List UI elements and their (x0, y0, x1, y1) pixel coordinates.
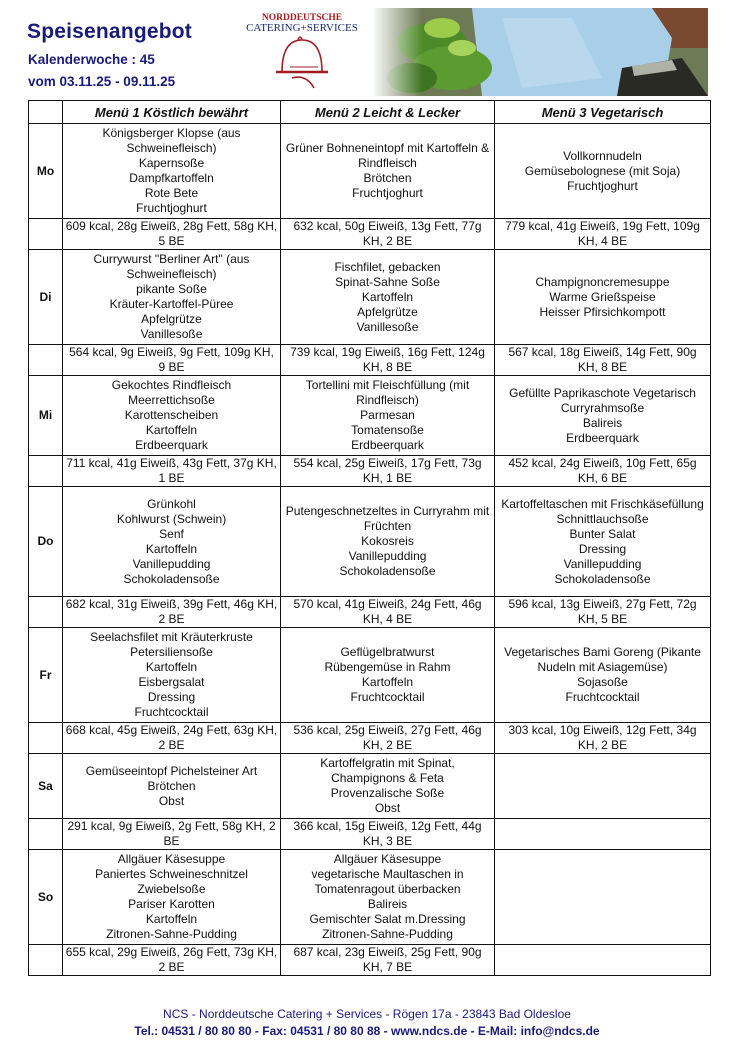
empty-cell (29, 819, 63, 850)
dish-item: Kartoffeln (145, 912, 198, 926)
dish-item: Fruchtjoghurt (352, 186, 423, 200)
menu-row-so (29, 850, 711, 945)
day-label: Di (29, 250, 63, 345)
dish-item: Kartoffelgratin mit Spinat, Champignons & Feta (320, 756, 455, 785)
dish-item: Brötchen (363, 171, 412, 185)
dish-item: Tomatensoße (351, 423, 424, 437)
menu-3-dishes (495, 124, 711, 219)
dish-item: Schokoladensoße (123, 571, 220, 586)
dish-item: Pariser Karotten (128, 897, 215, 911)
dish-item: Eisbergsalat (138, 675, 205, 689)
menu-2-nutrition: 554 kcal, 25g Eiweiß, 17g Fett, 73g KH, 1 BE (281, 456, 495, 487)
logo-text-bottom: CATERING+SERVICES (246, 22, 358, 34)
header-photo-herbs-knife (372, 8, 708, 96)
dish-item: Karottenscheiben (124, 408, 219, 422)
dish-item: Erdbeerquark (351, 438, 424, 452)
empty-cell (29, 456, 63, 487)
menu-row-fr (29, 628, 711, 723)
nutrition-row-mo (29, 219, 711, 250)
menu-1-nutrition: 564 kcal, 9g Eiweiß, 9g Fett, 109g KH, 9 BE (63, 345, 281, 376)
dish-item: Gemüsebolognese (mit Soja) (524, 163, 681, 178)
menu-3-dishes (495, 376, 711, 456)
menu-2-nutrition: 632 kcal, 50g Eiweiß, 13g Fett, 77g KH, 2 BE (281, 219, 495, 250)
dish-item: Tortellini mit Fleischfüllung (mit Rindfleisch) (305, 378, 470, 407)
dish-item: Königsberger Klopse (aus Schweinefleisch) (102, 126, 241, 155)
date-range: vom 03.11.25 - 09.11.25 (28, 74, 176, 89)
dish-item: Obst (374, 801, 401, 815)
dish-item: Kartoffeltaschen mit Frischkäsefüllung (501, 496, 704, 511)
dish-item: Warme Grießspeise (549, 289, 656, 304)
menu-1-dishes (63, 376, 281, 456)
empty-cell (29, 945, 63, 976)
dish-item: Petersiliensoße (130, 645, 213, 659)
menu-2-dishes (281, 628, 495, 723)
menu-2-nutrition: 687 kcal, 23g Eiweiß, 25g Fett, 90g KH, 7 BE (281, 945, 495, 976)
dish-item: Champignoncremesuppe (535, 274, 670, 289)
menu-1-dishes (63, 487, 281, 597)
dish-item: Vanillesoße (356, 319, 419, 334)
empty-cell (29, 723, 63, 754)
day-label: Do (29, 487, 63, 597)
dish-item: Vanillepudding (348, 549, 427, 563)
nutrition-row-di (29, 345, 711, 376)
dish-item: Vanillepudding (132, 556, 211, 571)
nutrition-row-do (29, 597, 711, 628)
dish-item: Allgäuer Käsesuppe (117, 852, 226, 866)
menu-2-nutrition: 366 kcal, 15g Eiweiß, 12g Fett, 44g KH, 3 BE (281, 819, 495, 850)
dish-item: Gefüllte Paprikaschote Vegetarisch (509, 385, 696, 400)
dish-item: Zitronen-Sahne-Pudding (106, 927, 237, 941)
menu-1-nutrition: 682 kcal, 31g Eiweiß, 39g Fett, 46g KH, 2 BE (63, 597, 281, 628)
menu-row-di (29, 250, 711, 345)
menu-3-nutrition: 596 kcal, 13g Eiweiß, 27g Fett, 72g KH, 5 BE (495, 597, 711, 628)
menu-2-nutrition: 570 kcal, 41g Eiweiß, 24g Fett, 46g KH, 4 BE (281, 597, 495, 628)
menu-row-mi (29, 376, 711, 456)
menu-3-dishes (495, 754, 711, 819)
logo-text-top: NORDDEUTSCHE (261, 13, 343, 23)
header-menu-3: Menü 3 Vegetarisch (495, 101, 711, 124)
dish-item: Zitronen-Sahne-Pudding (322, 927, 453, 941)
table-header-row (29, 101, 711, 124)
dish-item: Kartoffeln (361, 675, 414, 689)
dish-item: Kräuter-Kartoffel-Püree (109, 297, 234, 311)
menu-2-dishes (281, 124, 495, 219)
dish-item: vegetarische Maultaschen in Tomatenragout überbacken (311, 867, 464, 896)
dish-item: Vollkornnudeln (563, 148, 642, 163)
menu-2-dishes (281, 754, 495, 819)
menu-row-do (29, 487, 711, 597)
menu-1-dishes (63, 124, 281, 219)
dish-item: Geflügelbratwurst (340, 645, 435, 659)
menu-2-dishes (281, 250, 495, 345)
menu-3-dishes (495, 487, 711, 597)
dish-item: Currywurst "Berliner Art" (aus Schweinefleisch) (93, 252, 250, 281)
menu-1-dishes (63, 628, 281, 723)
dish-item: Kartoffeln (361, 289, 414, 304)
company-logo (232, 8, 372, 92)
dish-item: Parmesan (360, 408, 415, 422)
footer-contact: Tel.: 04531 / 80 80 80 - Fax: 04531 / 80 80 88 - www.ndcs.de - E-Mail: info@ndcs.de (134, 1024, 600, 1038)
dish-item: Dressing (147, 690, 196, 704)
menu-3-nutrition: 567 kcal, 18g Eiweiß, 14g Fett, 90g KH, 8 BE (495, 345, 711, 376)
dish-item: Rübengemüse in Rahm (324, 660, 451, 674)
dish-item: Kartoffeln (145, 660, 198, 674)
menu-3-dishes (495, 628, 711, 723)
dish-item: Apfelgrütze (357, 304, 418, 319)
menu-1-nutrition: 668 kcal, 45g Eiweiß, 24g Fett, 63g KH, 2 BE (63, 723, 281, 754)
dish-item: Apfelgrütze (141, 312, 202, 326)
dish-item: Fruchtjoghurt (567, 178, 638, 193)
menu-2-nutrition: 739 kcal, 19g Eiweiß, 16g Fett, 124g KH, 8 BE (281, 345, 495, 376)
menu-3-nutrition: 303 kcal, 10g Eiweiß, 12g Fett, 34g KH, 2 BE (495, 723, 711, 754)
menu-3-dishes (495, 850, 711, 945)
dish-item: Sojasoße (577, 675, 628, 689)
menu-2-dishes (281, 487, 495, 597)
dish-item: Fruchtcocktail (350, 690, 425, 704)
menu-1-nutrition: 291 kcal, 9g Eiweiß, 2g Fett, 58g KH, 2 BE (63, 819, 281, 850)
dish-item: Paniertes Schweineschnitzel (95, 867, 248, 881)
dish-item: Gemüseeintopf Pichelsteiner Art (85, 763, 258, 778)
dish-item: Kohlwurst (Schwein) (116, 511, 227, 526)
dish-item: Rote Bete (144, 186, 199, 200)
day-label: Mo (29, 124, 63, 219)
menu-body (29, 124, 711, 976)
header-menu-2: Menü 2 Leicht & Lecker (281, 101, 495, 124)
menu-2-nutrition: 536 kcal, 25g Eiweiß, 27g Fett, 46g KH, 2 BE (281, 723, 495, 754)
dish-item: Fruchtjoghurt (136, 201, 207, 215)
dish-item: Seelachsfilet mit Kräuterkruste (90, 630, 253, 644)
dish-item: Curryrahmsoße (560, 400, 645, 415)
menu-1-dishes (63, 754, 281, 819)
day-label: Sa (29, 754, 63, 819)
dish-item: Senf (159, 526, 184, 541)
dish-item: Balireis (582, 415, 623, 430)
dish-item: Fischfilet, gebacken (334, 259, 441, 274)
dish-item: Grüner Bohneneintopf mit Kartoffeln & Rindfleisch (285, 141, 490, 170)
dish-item: Schokoladensoße (339, 564, 436, 578)
menu-1-dishes (63, 250, 281, 345)
dish-item: Grünkohl (147, 496, 196, 511)
empty-cell (29, 219, 63, 250)
dish-item: Brötchen (147, 778, 196, 793)
dish-item: Obst (158, 793, 185, 808)
menu-3-dishes (495, 250, 711, 345)
dish-item: Kapernsoße (138, 156, 205, 170)
day-label: Fr (29, 628, 63, 723)
menu-1-nutrition: 609 kcal, 28g Eiweiß, 28g Fett, 58g KH, 5 BE (63, 219, 281, 250)
menu-row-mo (29, 124, 711, 219)
menu-1-nutrition: 711 kcal, 41g Eiweiß, 43g Fett, 37g KH, 1 BE (63, 456, 281, 487)
dish-item: Balireis (367, 897, 408, 911)
menu-3-nutrition: 452 kcal, 24g Eiweiß, 10g Fett, 65g KH, 6 BE (495, 456, 711, 487)
menu-2-dishes (281, 376, 495, 456)
dish-item: Vegetarisches Bami Goreng (Pikante Nudeln mit Asiagemüse) (504, 645, 701, 674)
dish-item: Schnittlauchsoße (556, 511, 649, 526)
menu-3-nutrition (495, 819, 711, 850)
nutrition-row-mi (29, 456, 711, 487)
header-day (29, 101, 63, 124)
page-title: Speisenangebot (27, 20, 192, 43)
dish-item: Vanillesoße (140, 327, 203, 341)
dish-item: Allgäuer Käsesuppe (333, 852, 442, 866)
menu-2-dishes (281, 850, 495, 945)
day-label: So (29, 850, 63, 945)
cloche-icon (276, 37, 328, 88)
footer-address: NCS - Norddeutsche Catering + Services - Rögen 17a - 23843 Bad Oldesloe (163, 1007, 571, 1021)
dish-item: Putengeschnetzeltes in Curryrahm mit Früchten (285, 504, 490, 533)
dish-item: Kartoffeln (145, 541, 198, 556)
empty-cell (29, 597, 63, 628)
dish-item: Dressing (578, 541, 627, 556)
dish-item: Fruchtcocktail (134, 705, 209, 719)
calendar-week: Kalenderwoche : 45 (28, 52, 155, 67)
dish-item: Provenzalische Soße (330, 786, 445, 800)
dish-item: Kokosreis (361, 534, 414, 548)
dish-item: Dampfkartoffeln (129, 171, 214, 185)
dish-item: Bunter Salat (569, 526, 636, 541)
menu-3-nutrition (495, 945, 711, 976)
nutrition-row-so (29, 945, 711, 976)
header-menu-1: Menü 1 Köstlich bewährt (63, 101, 281, 124)
dish-item: Meerrettichsoße (128, 393, 215, 407)
dish-item: pikante Soße (136, 282, 207, 296)
dish-item: Vanillepudding (563, 556, 642, 571)
menu-3-nutrition: 779 kcal, 41g Eiweiß, 19g Fett, 109g KH, 4 BE (495, 219, 711, 250)
menu-1-nutrition: 655 kcal, 29g Eiweiß, 26g Fett, 73g KH, 2 BE (63, 945, 281, 976)
dish-item: Zwiebelsoße (137, 882, 206, 896)
dish-item: Gemischter Salat m.Dressing (309, 912, 466, 926)
dish-item: Fruchtcocktail (565, 690, 640, 704)
dish-item: Heisser Pfirsichkompott (539, 304, 666, 319)
nutrition-row-sa (29, 819, 711, 850)
dish-item: Spinat-Sahne Soße (335, 274, 440, 289)
dish-item: Erdbeerquark (135, 438, 208, 452)
dish-item: Gekochtes Rindfleisch (111, 378, 232, 392)
dish-item: Kartoffeln (145, 423, 198, 437)
menu-table (28, 100, 711, 976)
nutrition-row-fr (29, 723, 711, 754)
menu-1-dishes (63, 850, 281, 945)
day-label: Mi (29, 376, 63, 456)
empty-cell (29, 345, 63, 376)
dish-item: Erdbeerquark (566, 430, 639, 445)
dish-item: Schokoladensoße (554, 571, 651, 586)
menu-row-sa (29, 754, 711, 819)
